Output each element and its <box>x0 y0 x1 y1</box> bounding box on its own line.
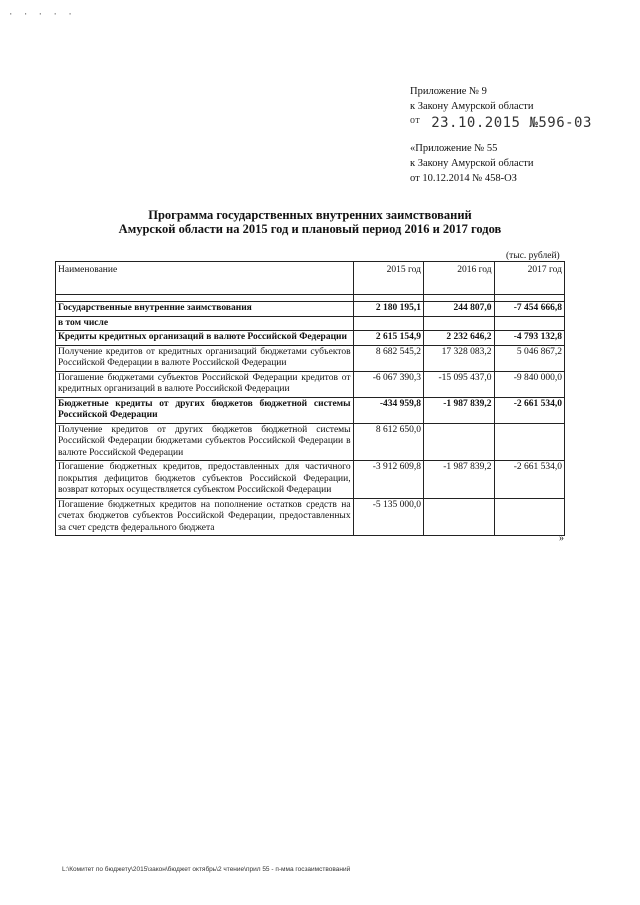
row-value-2016 <box>423 423 494 461</box>
table-row <box>56 316 565 331</box>
row-value-2016: 17 328 083,2 <box>423 345 494 371</box>
row-value-2016: -15 095 437,0 <box>423 371 494 397</box>
borrowing-table <box>55 261 565 536</box>
table-spacer-row <box>56 295 565 302</box>
row-name: Погашение бюджетных кредитов, предоставленных для частичного покрытия дефицитов бюджетов субъектов Российской Федерации, возврат которых осуществляется субъектом Российской Федерации <box>56 461 354 499</box>
previous-law-reference: к Закону Амурской области <box>410 158 534 169</box>
row-value-2017: -2 661 534,0 <box>494 461 564 499</box>
title-line-2: Амурской области на 2015 год и плановый период 2016 и 2017 годов <box>118 222 502 236</box>
row-value-2017 <box>494 423 564 461</box>
row-name: Бюджетные кредиты от других бюджетов бюджетной системы Российской Федерации <box>56 397 354 423</box>
row-value-2017: -2 661 534,0 <box>494 397 564 423</box>
row-name: Кредиты кредитных организаций в валюте Российской Федерации <box>56 331 354 346</box>
row-name: Погашение бюджетами субъектов Российской Федерации кредитов от кредитных организаций в валюте Российской Федерации <box>56 371 354 397</box>
closing-quote: » <box>559 533 564 544</box>
header-name: Наименование <box>56 262 354 295</box>
row-value-2017: 5 046 867,2 <box>494 345 564 371</box>
appendix-number: Приложение № 9 <box>410 86 487 97</box>
footer-file-path: L:\Комитет по бюджету\2015\закон\бюджет октябрь\2 чтение\прил 55 - п-мма госзаимствований <box>62 866 351 873</box>
row-value-2016: -1 987 839,2 <box>423 397 494 423</box>
units-label: (тыс. рублей) <box>506 251 560 261</box>
row-value-2016: -1 987 839,2 <box>423 461 494 499</box>
table-row <box>56 397 565 423</box>
row-value-2015 <box>353 316 423 331</box>
row-name: Получение кредитов от других бюджетов бюджетной системы Российской Федерации бюджетами субъектов Российской Федерации в валюте Российской Федерации <box>56 423 354 461</box>
stamp-date-number: 23.10.2015 №596-03 <box>431 115 592 131</box>
row-name: в том числе <box>56 316 354 331</box>
table-header-row <box>56 262 565 295</box>
row-value-2016: 244 807,0 <box>423 302 494 317</box>
row-value-2015: 8 612 650,0 <box>353 423 423 461</box>
table-row <box>56 423 565 461</box>
previous-appendix-number: «Приложение № 55 <box>410 143 498 154</box>
row-value-2015: -434 959,8 <box>353 397 423 423</box>
row-value-2017: -9 840 000,0 <box>494 371 564 397</box>
header-2015: 2015 год <box>353 262 423 295</box>
row-value-2015: -5 135 000,0 <box>353 498 423 536</box>
row-value-2015: 2 615 154,9 <box>353 331 423 346</box>
table-row <box>56 345 565 371</box>
row-value-2015: 2 180 195,1 <box>353 302 423 317</box>
scan-artifact-marks: · · · · · <box>8 10 75 20</box>
row-value-2016 <box>423 316 494 331</box>
row-name: Погашение бюджетных кредитов на пополнение остатков средств на счетах бюджетов субъектов Российской Федерации, предоставленных за счет средств федерального бюджета <box>56 498 354 536</box>
row-value-2015: -6 067 390,3 <box>353 371 423 397</box>
row-value-2015: -3 912 609,8 <box>353 461 423 499</box>
row-value-2017 <box>494 316 564 331</box>
row-value-2015: 8 682 545,2 <box>353 345 423 371</box>
row-value-2017 <box>494 498 564 536</box>
document-title <box>60 208 560 236</box>
table-row <box>56 331 565 346</box>
header-2017: 2017 год <box>494 262 564 295</box>
appendix-header <box>410 84 610 186</box>
table-row <box>56 498 565 536</box>
table-row <box>56 461 565 499</box>
previous-law-date: от 10.12.2014 № 458-ОЗ <box>410 173 517 184</box>
law-date-stamp <box>410 113 610 131</box>
header-2016: 2016 год <box>423 262 494 295</box>
row-value-2016: 2 232 646,2 <box>423 331 494 346</box>
stamp-prefix: от <box>410 115 421 126</box>
table-row <box>56 302 565 317</box>
row-value-2016 <box>423 498 494 536</box>
row-value-2017: -4 793 132,8 <box>494 331 564 346</box>
row-name: Получение кредитов от кредитных организаций бюджетами субъектов Российской Федерации в валюте Российской Федерации <box>56 345 354 371</box>
row-name: Государственные внутренние заимствования <box>56 302 354 317</box>
table-row <box>56 371 565 397</box>
title-line-1: Программа государственных внутренних заимствований <box>148 208 472 222</box>
row-value-2017: -7 454 666,8 <box>494 302 564 317</box>
appendix-law-reference: к Закону Амурской области <box>410 101 534 112</box>
